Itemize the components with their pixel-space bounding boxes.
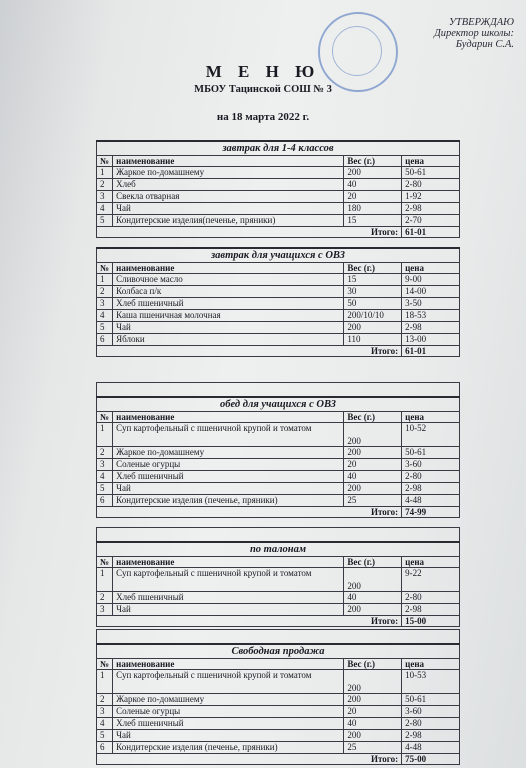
header-weight: Вес (г.) <box>344 156 402 167</box>
row-num: 3 <box>97 298 113 310</box>
row-name: Жаркое по-домашнему <box>113 694 344 706</box>
header-weight: Вес (г.) <box>344 659 402 670</box>
table-row <box>97 592 460 604</box>
total-row <box>97 616 460 627</box>
row-weight: 200 <box>344 322 402 334</box>
school-name: МБОУ Тацинской СОШ № 3 <box>194 84 332 95</box>
row-price: 14-00 <box>402 286 460 298</box>
approval-block <box>384 17 514 50</box>
row-name: Суп картофельный с пшеничной крупой и томатом <box>113 670 344 694</box>
row-num: 5 <box>97 322 113 334</box>
row-price: 2-98 <box>402 730 460 742</box>
row-num: 5 <box>97 730 113 742</box>
row-num: 3 <box>97 459 113 471</box>
row-price: 18-53 <box>402 310 460 322</box>
table-row <box>97 483 460 495</box>
menu-table <box>96 527 460 627</box>
table-row <box>97 179 460 191</box>
header-num: № <box>97 412 113 423</box>
row-num: 3 <box>97 604 113 616</box>
row-name: Яблоки <box>113 334 344 346</box>
row-weight: 200 <box>344 670 402 694</box>
row-weight: 20 <box>344 459 402 471</box>
row-name: Чай <box>113 322 344 334</box>
table-row <box>97 730 460 742</box>
row-name: Чай <box>113 203 344 215</box>
row-num: 4 <box>97 471 113 483</box>
row-num: 1 <box>97 568 113 592</box>
header-price: цена <box>402 156 460 167</box>
total-row <box>97 754 460 765</box>
row-num: 6 <box>97 495 113 507</box>
row-name: Чай <box>113 604 344 616</box>
row-weight: 25 <box>344 495 402 507</box>
table-row <box>97 694 460 706</box>
row-price: 50-61 <box>402 694 460 706</box>
row-num: 5 <box>97 215 113 227</box>
section-title: обед для учащихся с ОВЗ <box>97 397 460 412</box>
row-price: 9-00 <box>402 274 460 286</box>
row-price: 4-48 <box>402 742 460 754</box>
row-weight: 200/10/10 <box>344 310 402 322</box>
row-weight: 25 <box>344 742 402 754</box>
row-num: 1 <box>97 167 113 179</box>
table-header <box>97 156 460 167</box>
row-weight: 110 <box>344 334 402 346</box>
row-price: 2-80 <box>402 471 460 483</box>
row-name: Хлеб <box>113 179 344 191</box>
total-row <box>97 346 460 357</box>
menu-table <box>96 629 460 765</box>
row-num: 2 <box>97 592 113 604</box>
row-price: 3-50 <box>402 298 460 310</box>
row-num: 2 <box>97 694 113 706</box>
header-weight: Вес (г.) <box>344 557 402 568</box>
header-price: цена <box>402 263 460 274</box>
row-price: 13-00 <box>402 334 460 346</box>
total-value: 61-01 <box>402 346 460 357</box>
row-num: 4 <box>97 203 113 215</box>
header-weight: Вес (г.) <box>344 263 402 274</box>
row-price: 2-98 <box>402 483 460 495</box>
row-name: Соленые огурцы <box>113 706 344 718</box>
row-name: Соленые огурцы <box>113 459 344 471</box>
row-weight: 200 <box>344 167 402 179</box>
row-price: 3-60 <box>402 706 460 718</box>
row-name: Сливочное масло <box>113 274 344 286</box>
row-name: Кондитерские изделия (печенье, пряники) <box>113 742 344 754</box>
header-name: наименование <box>113 412 344 423</box>
row-weight: 200 <box>344 447 402 459</box>
table-row <box>97 742 460 754</box>
row-price: 10-53 <box>402 670 460 694</box>
total-value: 61-01 <box>402 227 460 238</box>
approval-heading: УТВЕРЖДАЮ <box>448 17 514 28</box>
menu-date: на 18 марта 2022 г. <box>216 111 310 123</box>
row-price: 9-22 <box>402 568 460 592</box>
row-price: 2-98 <box>402 604 460 616</box>
row-price: 1-92 <box>402 191 460 203</box>
row-name: Суп картофельный с пшеничной крупой и томатом <box>113 568 344 592</box>
row-price: 2-98 <box>402 322 460 334</box>
header-name: наименование <box>113 557 344 568</box>
table-row <box>97 604 460 616</box>
row-name: Хлеб пшеничный <box>113 471 344 483</box>
row-name: Чай <box>113 730 344 742</box>
row-num: 5 <box>97 483 113 495</box>
row-price: 50-61 <box>402 167 460 179</box>
row-weight: 30 <box>344 286 402 298</box>
header-num: № <box>97 263 113 274</box>
row-num: 4 <box>97 310 113 322</box>
section-title: завтрак для 1-4 классов <box>97 141 460 156</box>
total-label: Итого: <box>97 346 402 357</box>
menu-title: М Е Н Ю <box>205 62 321 81</box>
table-row <box>97 447 460 459</box>
table-row <box>97 191 460 203</box>
total-label: Итого: <box>97 616 402 627</box>
table-row <box>97 334 460 346</box>
table-row <box>97 495 460 507</box>
table-row <box>97 274 460 286</box>
section-title: завтрак для учащихся с ОВЗ <box>97 248 460 263</box>
spacer-row <box>97 630 460 645</box>
row-price: 3-60 <box>402 459 460 471</box>
row-name: Жаркое по-домашнему <box>113 167 344 179</box>
row-weight: 50 <box>344 298 402 310</box>
approval-position: Директор школы: <box>434 28 514 39</box>
table-row <box>97 568 460 592</box>
table-row <box>97 706 460 718</box>
header-price: цена <box>402 412 460 423</box>
row-name: Жаркое по-домашнему <box>113 447 344 459</box>
menu-table <box>96 382 460 518</box>
row-weight: 200 <box>344 604 402 616</box>
row-name: Хлеб пшеничный <box>113 592 344 604</box>
row-num: 1 <box>97 423 113 447</box>
table-header <box>97 659 460 670</box>
row-num: 6 <box>97 334 113 346</box>
header-num: № <box>97 156 113 167</box>
table-row <box>97 471 460 483</box>
row-weight: 40 <box>344 718 402 730</box>
total-row <box>97 227 460 238</box>
header-price: цена <box>402 557 460 568</box>
table-row <box>97 423 460 447</box>
row-num: 4 <box>97 718 113 730</box>
row-name: Чай <box>113 483 344 495</box>
header-name: наименование <box>113 263 344 274</box>
row-weight: 20 <box>344 191 402 203</box>
header-num: № <box>97 557 113 568</box>
row-price: 2-70 <box>402 215 460 227</box>
table-row <box>97 167 460 179</box>
table-header <box>97 263 460 274</box>
row-weight: 180 <box>344 203 402 215</box>
row-price: 2-80 <box>402 592 460 604</box>
table-row <box>97 310 460 322</box>
row-name: Кондитерские изделия (печенье, пряники) <box>113 495 344 507</box>
menu-table <box>96 247 460 357</box>
row-num: 2 <box>97 286 113 298</box>
row-num: 2 <box>97 447 113 459</box>
row-weight: 15 <box>344 274 402 286</box>
row-num: 1 <box>97 670 113 694</box>
row-name: Кондитерские изделия(печенье, пряники) <box>113 215 344 227</box>
menu-table <box>96 140 460 238</box>
table-row <box>97 215 460 227</box>
header-name: наименование <box>113 659 344 670</box>
row-weight: 200 <box>344 423 402 447</box>
row-price: 4-48 <box>402 495 460 507</box>
total-value: 75-00 <box>402 754 460 765</box>
table-row <box>97 670 460 694</box>
header-weight: Вес (г.) <box>344 412 402 423</box>
row-price: 2-98 <box>402 203 460 215</box>
header-price: цена <box>402 659 460 670</box>
row-price: 2-80 <box>402 718 460 730</box>
header-num: № <box>97 659 113 670</box>
row-price: 2-80 <box>402 179 460 191</box>
row-weight: 40 <box>344 179 402 191</box>
total-label: Итого: <box>97 507 402 518</box>
total-label: Итого: <box>97 227 402 238</box>
table-row <box>97 286 460 298</box>
row-name: Колбаса п/к <box>113 286 344 298</box>
row-num: 3 <box>97 706 113 718</box>
row-num: 2 <box>97 179 113 191</box>
table-row <box>97 322 460 334</box>
total-value: 74-99 <box>402 507 460 518</box>
table-row <box>97 718 460 730</box>
spacer-row <box>97 528 460 543</box>
row-num: 6 <box>97 742 113 754</box>
row-weight: 20 <box>344 706 402 718</box>
row-name: Суп картофельный с пшеничной крупой и томатом <box>113 423 344 447</box>
row-num: 1 <box>97 274 113 286</box>
table-header <box>97 412 460 423</box>
row-name: Каша пшеничная молочная <box>113 310 344 322</box>
section-title: Свободная продажа <box>97 644 460 659</box>
row-weight: 15 <box>344 215 402 227</box>
row-weight: 40 <box>344 471 402 483</box>
row-price: 50-61 <box>402 447 460 459</box>
row-name: Свекла отварная <box>113 191 344 203</box>
row-name: Хлеб пшеничный <box>113 718 344 730</box>
row-weight: 200 <box>344 483 402 495</box>
total-label: Итого: <box>97 754 402 765</box>
table-row <box>97 298 460 310</box>
table-header <box>97 557 460 568</box>
row-weight: 200 <box>344 568 402 592</box>
approval-name: Бударин С.А. <box>455 39 514 50</box>
row-weight: 200 <box>344 694 402 706</box>
row-num: 3 <box>97 191 113 203</box>
table-row <box>97 203 460 215</box>
section-title: по талонам <box>97 542 460 557</box>
row-weight: 40 <box>344 592 402 604</box>
table-row <box>97 459 460 471</box>
row-name: Хлеб пшеничный <box>113 298 344 310</box>
total-value: 15-00 <box>402 616 460 627</box>
row-weight: 200 <box>344 730 402 742</box>
row-price: 10-52 <box>402 423 460 447</box>
spacer-row <box>97 383 460 398</box>
total-row <box>97 507 460 518</box>
header-name: наименование <box>113 156 344 167</box>
